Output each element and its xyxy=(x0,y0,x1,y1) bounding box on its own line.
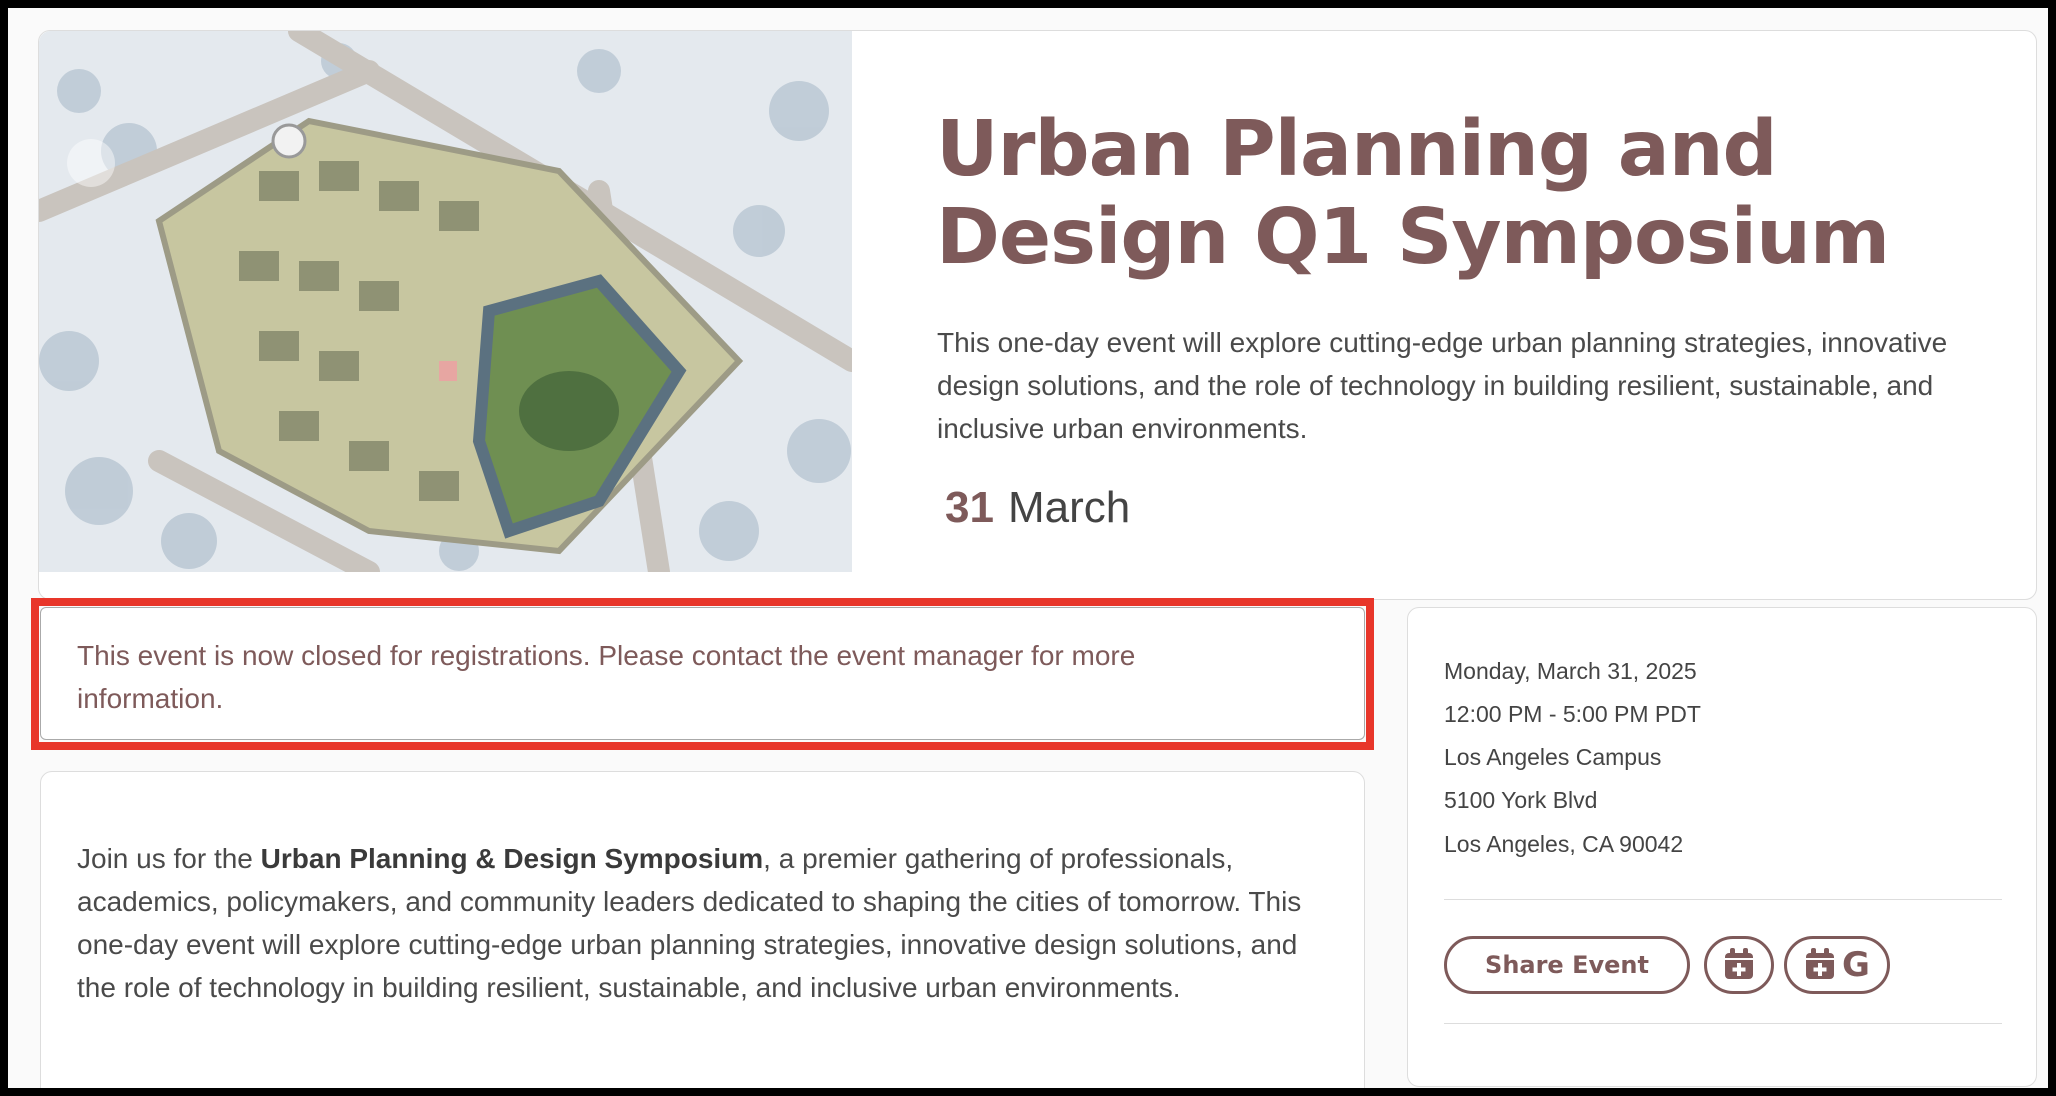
event-date-day: 31 xyxy=(945,483,994,532)
event-page xyxy=(8,8,2048,1088)
event-details-sidebar xyxy=(1407,607,2037,1087)
calendar-plus-icon xyxy=(1723,947,1755,984)
event-time: 12:00 PM - 5:00 PM PDT xyxy=(1444,701,1701,727)
registration-closed-notice xyxy=(40,607,1365,740)
event-description xyxy=(77,837,1317,1009)
add-to-calendar-button[interactable] xyxy=(1704,936,1774,994)
aerial-city-illustration xyxy=(39,31,852,572)
event-full-date: Monday, March 31, 2025 xyxy=(1444,658,1697,684)
event-street: 5100 York Blvd xyxy=(1444,787,1598,813)
event-venue: Los Angeles Campus xyxy=(1444,744,1662,770)
add-to-google-calendar-button[interactable] xyxy=(1784,936,1890,994)
closed-message: This event is now closed for registrations. Please contact the event manager for more information. xyxy=(77,640,1136,714)
divider xyxy=(1444,899,2002,900)
event-date-badge xyxy=(945,483,1130,533)
google-g-icon: G xyxy=(1842,945,1870,985)
google-calendar-icon xyxy=(1804,947,1836,984)
event-title: Urban Planning and Design Q1 Symposium xyxy=(936,105,1890,282)
description-rest: , a premier gathering of professionals, academics, policymakers, and community leaders dedicated to shaping the cities of tomorrow. This one-day event will explore cutting-edge urban planning strategies, innovative design solutions, and the role of technology in building resilient, sustainable, and inclusive urban environments. xyxy=(77,843,1302,1003)
event-hero xyxy=(38,30,2037,600)
event-city: Los Angeles, CA 90042 xyxy=(1444,831,1684,857)
description-bold: Urban Planning & Design Symposium xyxy=(260,843,764,874)
share-event-button[interactable]: Share Event xyxy=(1444,936,1690,994)
description-intro: Join us for the xyxy=(77,843,261,874)
event-summary: This one-day event will explore cutting-edge urban planning strategies, innovative design solutions, and the role of technology in building resilient, sustainable, and inclusive urban environments. xyxy=(937,327,1948,444)
divider xyxy=(1444,1023,2002,1024)
event-description-card xyxy=(40,771,1365,1088)
event-aerial-image xyxy=(39,31,852,572)
event-date-month: March xyxy=(1007,483,1131,532)
carousel-indicator-icon[interactable] xyxy=(67,139,115,187)
